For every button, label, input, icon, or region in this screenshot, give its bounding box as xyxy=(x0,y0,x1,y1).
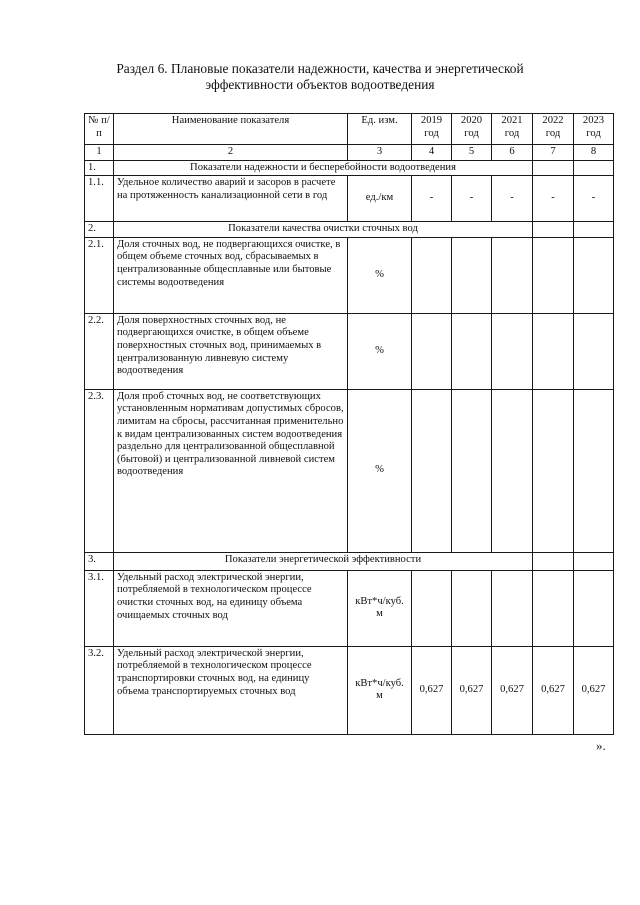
row-value xyxy=(452,570,492,646)
row-name: Удельный расход электрической энергии, потребляемой в технологическом процессе очистки сточных вод, на единицу объема очищаемых сточных вод xyxy=(114,570,348,646)
row-value xyxy=(533,313,574,389)
row-value xyxy=(574,389,614,552)
row-value: - xyxy=(452,176,492,222)
section-title: Показатели надежности и бесперебойности водоотведения xyxy=(114,160,533,176)
section-title: Показатели энергетической эффективности xyxy=(114,552,533,570)
column-number: 1 xyxy=(85,145,114,161)
section-number: 3. xyxy=(85,552,114,570)
row-number: 2.1. xyxy=(85,237,114,313)
section-row xyxy=(85,552,614,570)
section-title: Показатели качества очистки сточных вод xyxy=(114,222,533,238)
row-value xyxy=(452,389,492,552)
column-number: 2 xyxy=(114,145,348,161)
column-number: 6 xyxy=(492,145,533,161)
row-value xyxy=(452,313,492,389)
title-line-1: Раздел 6. Плановые показатели надежности, качества и энергетической xyxy=(116,61,524,76)
closing-quote: ». xyxy=(596,738,606,753)
header-year-2022: 2022 год xyxy=(533,114,574,145)
row-name: Доля проб сточных вод, не соответствующих установленным нормативам допустимых сбросов, лимитам на сбросы, рассчитанная применительно к видам централизованных систем водоотведения раздельно для централизованной общесплавной (бытовой) и централизованной ливневой систем водоотведения xyxy=(114,389,348,552)
row-value xyxy=(412,237,452,313)
row-unit: кВт*ч/куб. м xyxy=(348,646,412,734)
row-value xyxy=(452,237,492,313)
row-unit: % xyxy=(348,313,412,389)
indicators-table xyxy=(84,113,614,735)
row-value xyxy=(533,237,574,313)
row-value: 0,627 xyxy=(412,646,452,734)
row-value: 0,627 xyxy=(574,646,614,734)
row-value xyxy=(574,570,614,646)
header-year-2021: 2021 год xyxy=(492,114,533,145)
column-number: 3 xyxy=(348,145,412,161)
empty-cell xyxy=(574,160,614,176)
column-number: 7 xyxy=(533,145,574,161)
row-value xyxy=(492,237,533,313)
row-number: 2.2. xyxy=(85,313,114,389)
table-row xyxy=(85,176,614,222)
title-line-2: эффективности объектов водоотведения xyxy=(205,77,435,92)
table-row xyxy=(85,237,614,313)
row-value: - xyxy=(533,176,574,222)
empty-cell xyxy=(533,552,574,570)
row-value xyxy=(412,570,452,646)
table-row xyxy=(85,313,614,389)
row-number: 2.3. xyxy=(85,389,114,552)
row-value: - xyxy=(412,176,452,222)
row-number: 3.2. xyxy=(85,646,114,734)
row-value xyxy=(412,313,452,389)
row-unit: ед./км xyxy=(348,176,412,222)
row-unit: % xyxy=(348,389,412,552)
row-name: Доля сточных вод, не подвергающихся очистке, в общем объеме сточных вод, сбрасываемых в централизованные общесплавные или бытовые системы водоотведения xyxy=(114,237,348,313)
row-value xyxy=(574,237,614,313)
row-value xyxy=(533,570,574,646)
row-name: Удельный расход электрической энергии, потребляемой в технологическом процессе транспортировки сточных вод, на единицу объема транспортируемых сточных вод xyxy=(114,646,348,734)
column-number-row xyxy=(85,145,614,161)
header-row xyxy=(85,114,614,145)
column-number: 5 xyxy=(452,145,492,161)
row-unit: кВт*ч/куб. м xyxy=(348,570,412,646)
row-value xyxy=(574,313,614,389)
row-number: 1.1. xyxy=(85,176,114,222)
row-value xyxy=(492,313,533,389)
header-year-2020: 2020 год xyxy=(452,114,492,145)
row-unit: % xyxy=(348,237,412,313)
empty-cell xyxy=(574,552,614,570)
header-unit: Ед. изм. xyxy=(348,114,412,145)
header-name: Наименование показателя xyxy=(114,114,348,145)
section-number: 1. xyxy=(85,160,114,176)
row-value: 0,627 xyxy=(492,646,533,734)
row-name: Удельное количество аварий и засоров в расчете на протяженность канализационной сети в год xyxy=(114,176,348,222)
row-value: 0,627 xyxy=(533,646,574,734)
row-value xyxy=(492,389,533,552)
section-row xyxy=(85,160,614,176)
table-row xyxy=(85,389,614,552)
document-title xyxy=(84,61,556,93)
column-number: 8 xyxy=(574,145,614,161)
row-name: Доля поверхностных сточных вод, не подвергающихся очистке, в общем объеме поверхностных сточных вод, принимаемых в централизованную ливневую систему водоотведения xyxy=(114,313,348,389)
row-value xyxy=(412,389,452,552)
header-year-2019: 2019 год xyxy=(412,114,452,145)
empty-cell xyxy=(533,222,574,238)
row-value xyxy=(492,570,533,646)
row-value: - xyxy=(574,176,614,222)
header-num: № п/п xyxy=(85,114,114,145)
section-number: 2. xyxy=(85,222,114,238)
row-number: 3.1. xyxy=(85,570,114,646)
section-row xyxy=(85,222,614,238)
empty-cell xyxy=(574,222,614,238)
column-number: 4 xyxy=(412,145,452,161)
header-year-2023: 2023 год xyxy=(574,114,614,145)
empty-cell xyxy=(533,160,574,176)
row-value: 0,627 xyxy=(452,646,492,734)
row-value xyxy=(533,389,574,552)
row-value: - xyxy=(492,176,533,222)
table-row xyxy=(85,646,614,734)
table-row xyxy=(85,570,614,646)
